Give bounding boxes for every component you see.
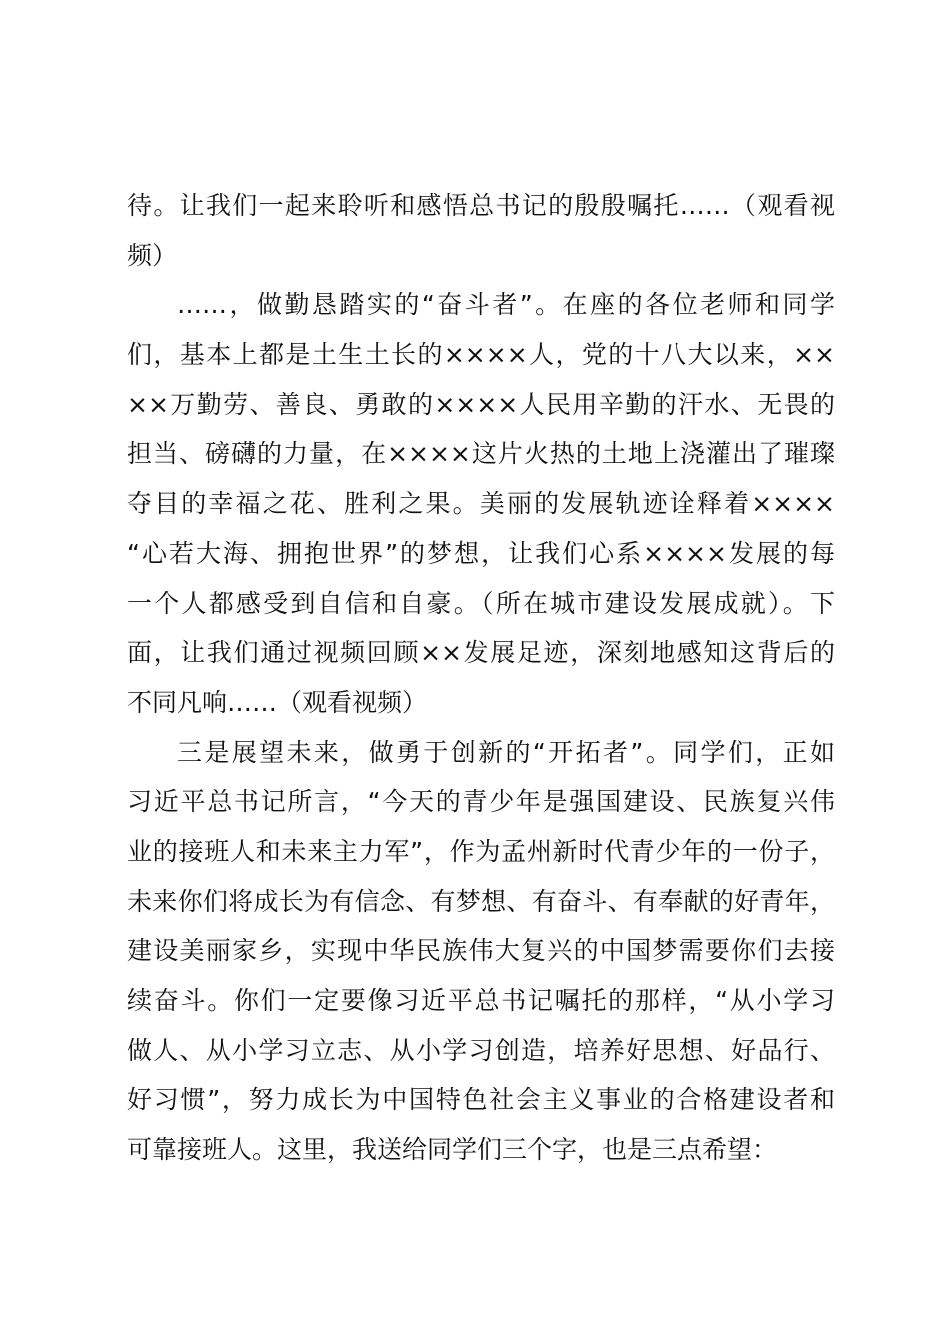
text-line: 可靠接班人。这里，我送给同学们三个字，也是三点希望： (127, 1135, 778, 1165)
text-line: 未来你们将成长为有信念、有梦想、有奋斗、有奉献的好青年， (127, 886, 835, 916)
text-line: 们，基本上都是土生土长的××××人，党的十八大以来，×× (127, 340, 835, 370)
text-line: 好习惯”，努力成长为中国特色社会主义事业的合格建设者和 (127, 1085, 835, 1115)
text-line: 业的接班人和未来主力军”，作为孟州新时代青少年的一份子， (127, 836, 835, 866)
body-text (127, 181, 835, 1175)
text-line: 续奋斗。你们一定要像习近平总书记嘱托的那样，“从小学习 (127, 986, 835, 1015)
text-line: 频） (127, 240, 178, 270)
text-line: 建设美丽家乡，实现中华民族伟大复兴的中国梦需要你们去接 (127, 936, 835, 966)
text-line: 习近平总书记所言，“今天的青少年是强国建设、民族复兴伟 (127, 787, 835, 817)
text-line: 做人、从小学习立志、从小学习创造，培养好思想、好品行、 (127, 1035, 835, 1065)
text-line: 不同凡响……（观看视频） (127, 687, 428, 717)
text-line: 待。让我们一起来聆听和感悟总书记的殷殷嘱托……（观看视 (127, 191, 835, 220)
text-line: ……，做勤恳踏实的“奋斗者”。在座的各位老师和同学 (177, 290, 835, 320)
text-line: 担当、磅礴的力量，在××××这片火热的土地上浇灌出了璀璨 (127, 439, 835, 469)
text-line: 三是展望未来，做勇于创新的“开拓者”。同学们，正如 (177, 737, 835, 767)
text-line: “心若大海、拥抱世界”的梦想，让我们心系××××发展的每 (127, 538, 835, 568)
text-line: ××万勤劳、善良、勇敢的××××人民用辛勤的汗水、无畏的 (127, 389, 835, 419)
text-line: 面，让我们通过视频回顾××发展足迹，深刻地感知这背后的 (127, 638, 835, 668)
text-line: 一个人都感受到自信和自豪。（所在城市建设发展成就）。下 (127, 588, 835, 618)
text-line: 夺目的幸福之花、胜利之果。美丽的发展轨迹诠释着×××× (127, 489, 835, 519)
